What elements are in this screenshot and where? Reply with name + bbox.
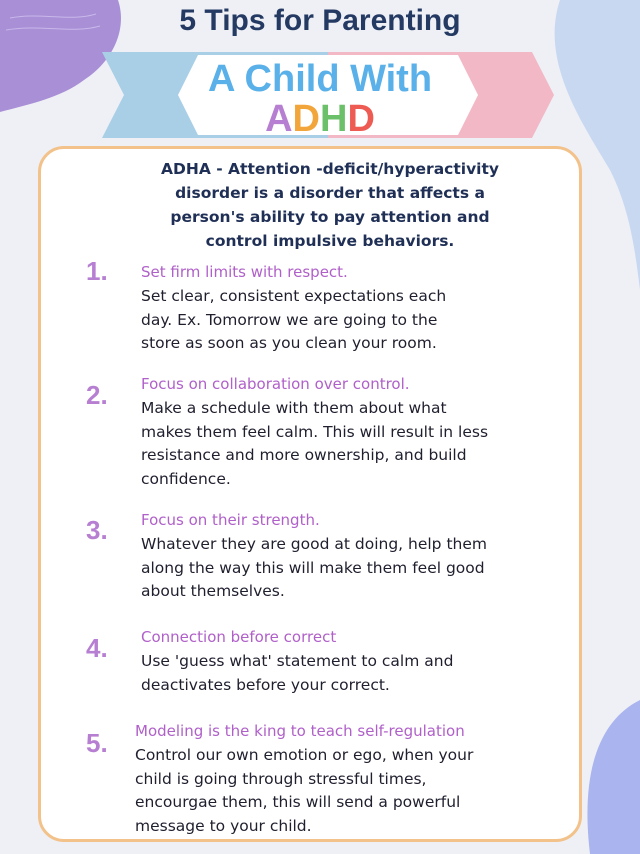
tip-number: 4. — [86, 633, 108, 663]
tip-number: 1. — [86, 256, 108, 286]
tip-number: 5. — [86, 728, 108, 758]
tip-body-line: store as soon as you clean your room. — [141, 334, 437, 352]
tip-body-line: Control our own emotion or ego, when your — [135, 746, 474, 764]
banner-line1: A Child With — [207, 58, 433, 100]
tip-body-line: day. Ex. Tomorrow we are going to the — [141, 310, 438, 329]
tip-body-line: encourgae them, this will send a powerful — [135, 793, 461, 811]
tip-body-line: confidence. — [141, 469, 231, 488]
tip-number: 2. — [86, 380, 108, 410]
page-title: 5 Tips for Parenting — [179, 4, 461, 37]
intro-line: ADHA - Attention -deficit/hyperactivity — [160, 160, 499, 178]
tip-body — [141, 650, 541, 697]
adhd-letter-d2: D — [347, 98, 375, 140]
intro-line: person's ability to pay attention and — [170, 208, 490, 226]
tip-body-line: Set clear, consistent expectations each — [141, 287, 447, 305]
tip-body-line: child is going through stressful times, — [135, 769, 427, 788]
adhd-letter-a: A — [265, 98, 293, 140]
tip-heading: Connection before correct — [141, 628, 337, 646]
tip-body-line: message to your child. — [135, 816, 312, 835]
tip-heading: Modeling is the king to teach self-regulation — [135, 722, 465, 740]
tip-heading: Focus on their strength. — [141, 511, 320, 529]
tip-body-line: about themselves. — [141, 582, 285, 600]
tip-heading: Set firm limits with respect. — [141, 263, 348, 281]
tip-body — [141, 533, 551, 604]
tip-body-line: Make a schedule with them about what — [141, 399, 447, 417]
adhd-letter-d: D — [292, 98, 320, 140]
tip-body-line: Whatever they are good at doing, help them — [141, 535, 487, 553]
intro-line: disorder is a disorder that affects a — [175, 184, 485, 202]
tip-number: 3. — [86, 515, 108, 545]
intro-text — [140, 157, 520, 253]
tip-body-line: deactivates before your correct. — [141, 675, 390, 694]
tip-body-line: makes them feel calm. This will result in less — [141, 422, 489, 441]
tip-body-line: resistance and more ownership, and build — [141, 446, 467, 464]
tip-heading: Focus on collaboration over control. — [141, 375, 410, 393]
banner-adhd — [0, 98, 640, 141]
adhd-letter-h: H — [320, 98, 348, 140]
tip-body — [141, 397, 551, 491]
tip-body — [141, 285, 541, 356]
tip-body — [135, 744, 545, 838]
tip-body-line: along the way this will make them feel good — [141, 558, 485, 577]
intro-line: control impulsive behaviors. — [205, 232, 455, 250]
tip-body-line: Use 'guess what' statement to calm and — [141, 652, 454, 670]
